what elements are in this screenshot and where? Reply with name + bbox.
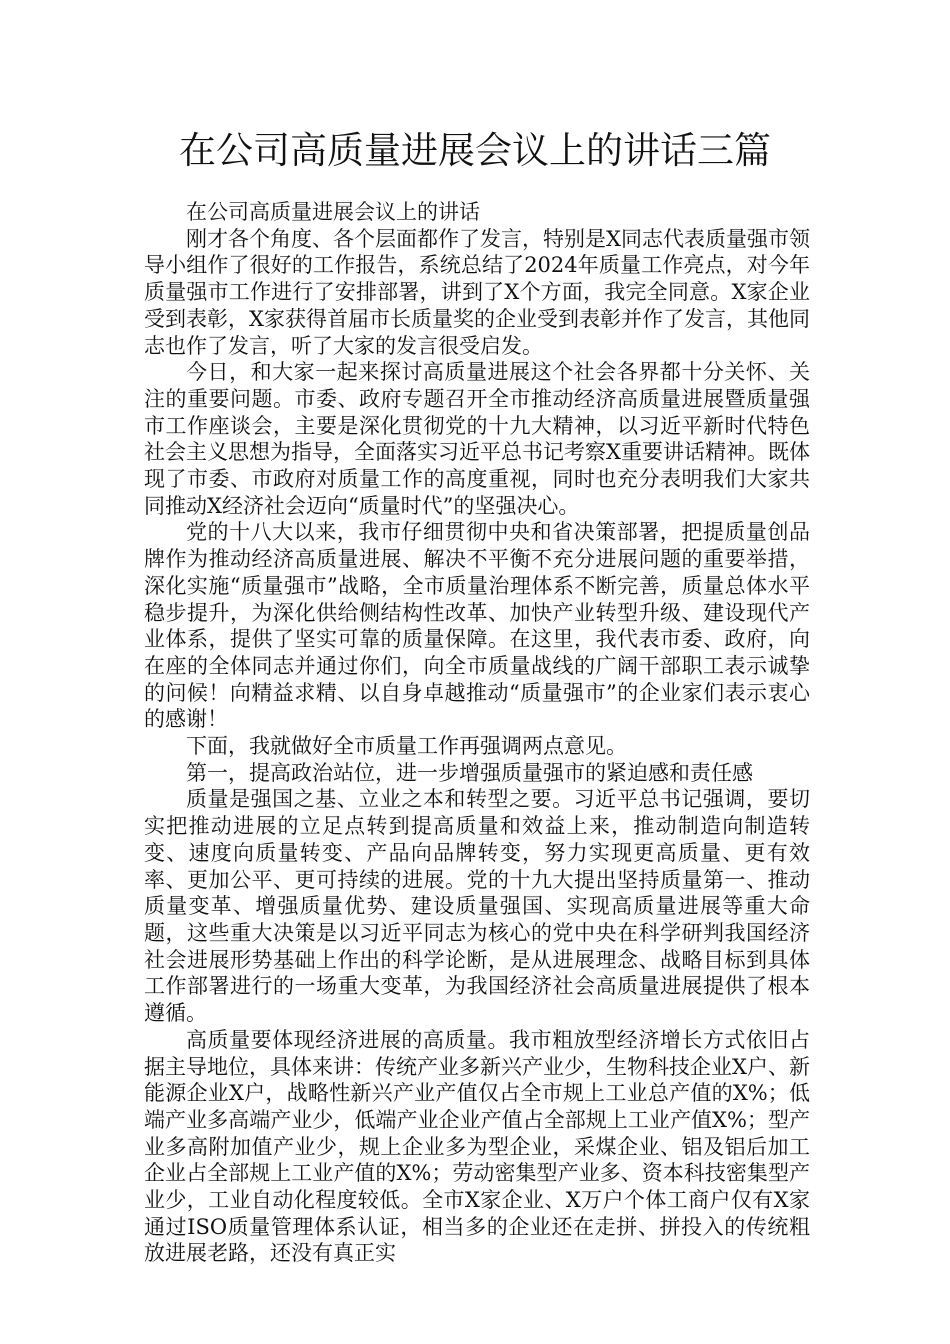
document-title: 在公司高质量进展会议上的讲话三篇: [179, 129, 771, 172]
paragraph: 今日，和大家一起来探讨高质量进展这个社会各界都十分关怀、关注的重要问题。市委、政府专题召开全市推动经济高质量进展暨质量强市工作座谈会，主要是深化贯彻党的十九大精神，以习近平新时代特色社会主义思想为指导，全面落实习近平总书记考察X重要讲话精神。既体现了市委、市政府对质量工作的高度重视，同时也充分表明我们大家共同推动X经济社会迈向“质量时代”的坚强决心。: [144, 360, 810, 518]
paragraph: 质量是强国之基、立业之本和转型之要。习近平总书记强调，要切实把推动进展的立足点转到提高质量和效益上来，推动制造向制造转变、速度向质量转变、产品向品牌转变，努力实现更高质量、更有效率、更加公平、更可持续的进展。党的十九大提出坚持质量第一、推动质量变革、增强质量优势、建设质量强国、实现高质量进展等重大命题，这些重大决策是以习近平同志为核心的党中央在科学研判我国经济社会进展形势基础上作出的科学论断，是从进展理念、战略目标到具体工作部署进行的一场重大变革，为我国经济社会高质量进展提供了根本遵循。: [144, 787, 810, 1026]
paragraph: 下面，我就做好全市质量工作再强调两点意见。: [186, 734, 627, 759]
paragraph: 党的十八大以来，我市仔细贯彻中央和省决策部署，把提质量创品牌作为推动经济高质量进展、解决不平衡不充分进展问题的重要举措，深化实施“质量强市”战略，全市质量治理体系不断完善，质量总体水平稳步提升，为深化供给侧结构性改革、加快产业转型升级、建设现代产业体系，提供了坚实可靠的质量保障。在这里，我代表市委、政府，向在座的全体同志并通过你们，向全市质量战线的广阔干部职工表示诚挚的问候！向精益求精、以自身卓越推动“质量强市”的企业家们表示衷心的感谢！: [144, 520, 810, 732]
section-heading: 第一，提高政治站位，进一步增强质量强市的紧迫感和责任感: [186, 760, 753, 785]
document-body: [144, 199, 810, 1267]
paragraph: 刚才各个角度、各个层面都作了发言，特别是X同志代表质量强市领导小组作了很好的工作报告，系统总结了2024年质量工作亮点，对今年质量强市工作进行了安排部署，讲到了X个方面，我完全同意。X家企业受到表彰，X家获得首届市长质量奖的企业受到表彰并作了发言，其他同志也作了发言，听了大家的发言很受启发。: [144, 226, 810, 358]
document-subtitle: 在公司高质量进展会议上的讲话: [186, 200, 480, 224]
paragraph: 高质量要体现经济进展的高质量。我市粗放型经济增长方式依旧占据主导地位，具体来讲：传统产业多新兴产业少，生物科技企业X户、新能源企业X户，战略性新兴产业产值仅占全市规上工业总产值的X%；低端产业多高端产业少，低端产业企业产值占全部规上工业产值X%；型产业多高附加值产业少，规上企业多为型企业，采煤企业、铝及铝后加工企业占全部规上工业产值的X%；劳动密集型产业多、资本科技密集型产业少，工业自动化程度较低。全市X家企业、X万户个体工商户仅有X家通过ISO质量管理体系认证，相当多的企业还在走拼、拼投入的传统粗放进展老路，还没有真正实: [144, 1027, 810, 1266]
